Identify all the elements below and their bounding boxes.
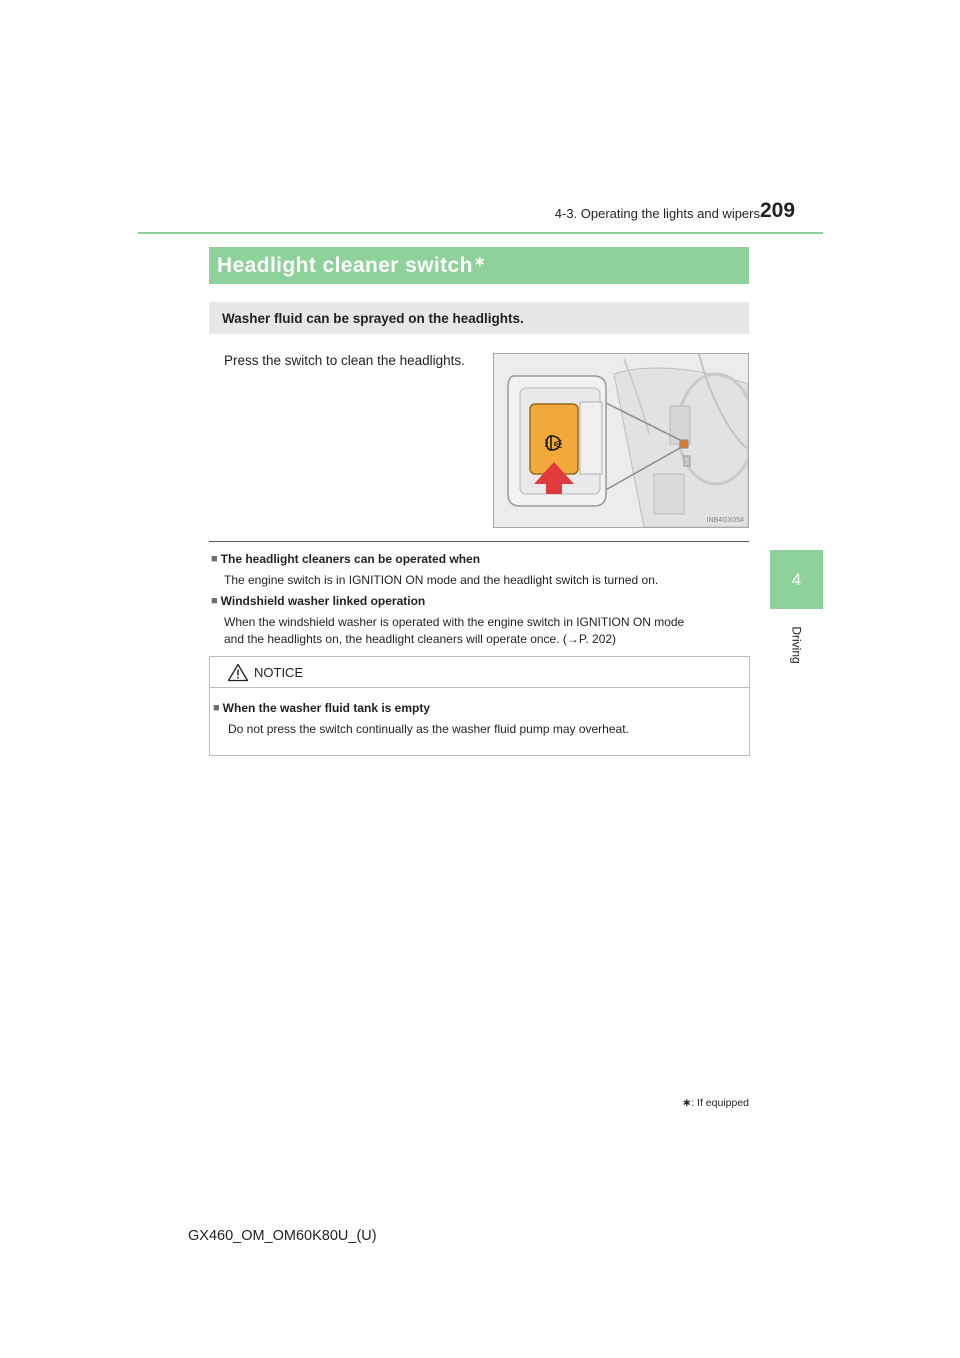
equipped-mark: ∗	[473, 253, 486, 269]
note-heading-1-text: The headlight cleaners can be operated when	[220, 552, 481, 566]
notice-heading-text: When the washer fluid tank is empty	[222, 701, 431, 715]
note-text-2-line1: When the windshield washer is operated with the engine switch in IGNITION ON mode	[224, 615, 685, 629]
notice-header	[210, 657, 749, 688]
bullet-square-icon: ■	[211, 553, 218, 565]
instruction-text: Press the switch to clean the headlights.	[224, 353, 465, 368]
dashboard-drawing	[494, 354, 748, 527]
note-text-2	[224, 614, 750, 648]
footnote	[600, 1097, 749, 1109]
chapter-tab: 4	[770, 550, 823, 609]
running-header	[470, 206, 760, 221]
note-heading-1	[211, 552, 480, 566]
page-ref-arrow-icon: →	[566, 632, 579, 646]
headlight-cleaner-icon	[542, 434, 566, 452]
notice-box	[209, 656, 750, 756]
footnote-mark: ∗	[682, 1097, 692, 1109]
intro-bar	[209, 302, 749, 334]
notice-label: NOTICE	[254, 664, 304, 680]
note-heading-2	[211, 594, 425, 608]
footer-doc-code: GX460_OM_OM60K80U_(U)	[188, 1228, 377, 1244]
footnote-text: : If equipped	[691, 1097, 749, 1109]
page-ref-link[interactable]: P. 202)	[578, 632, 617, 646]
notice-heading	[213, 701, 430, 715]
note-text-2-prefix: and the headlights on, the headlight cleaners will operate once. (	[224, 632, 567, 646]
warning-triangle-icon	[227, 663, 249, 682]
section-reference: 4-3. Operating the lights and wipers	[554, 206, 760, 221]
bullet-square-icon: ■	[213, 702, 220, 714]
note-heading-2-text: Windshield washer linked operation	[220, 594, 426, 608]
page-number: 209	[760, 199, 796, 222]
illustration-code: INB4GX054	[706, 517, 744, 524]
switch-illustration	[493, 353, 749, 528]
section-divider	[209, 541, 749, 542]
section-title	[209, 247, 749, 284]
chapter-label-text: Driving	[789, 626, 804, 664]
section-title-text: Headlight cleaner switch	[217, 253, 473, 277]
bullet-square-icon: ■	[211, 595, 218, 607]
chapter-label	[770, 614, 823, 676]
notice-text: Do not press the switch continually as the washer fluid pump may overheat.	[228, 722, 629, 736]
intro-text: Washer fluid can be sprayed on the headlights.	[222, 310, 524, 326]
header-rule	[138, 232, 823, 234]
note-text-2-line2	[224, 631, 750, 648]
note-text-1: The engine switch is in IGNITION ON mode and the headlight switch is turned on.	[224, 573, 659, 587]
